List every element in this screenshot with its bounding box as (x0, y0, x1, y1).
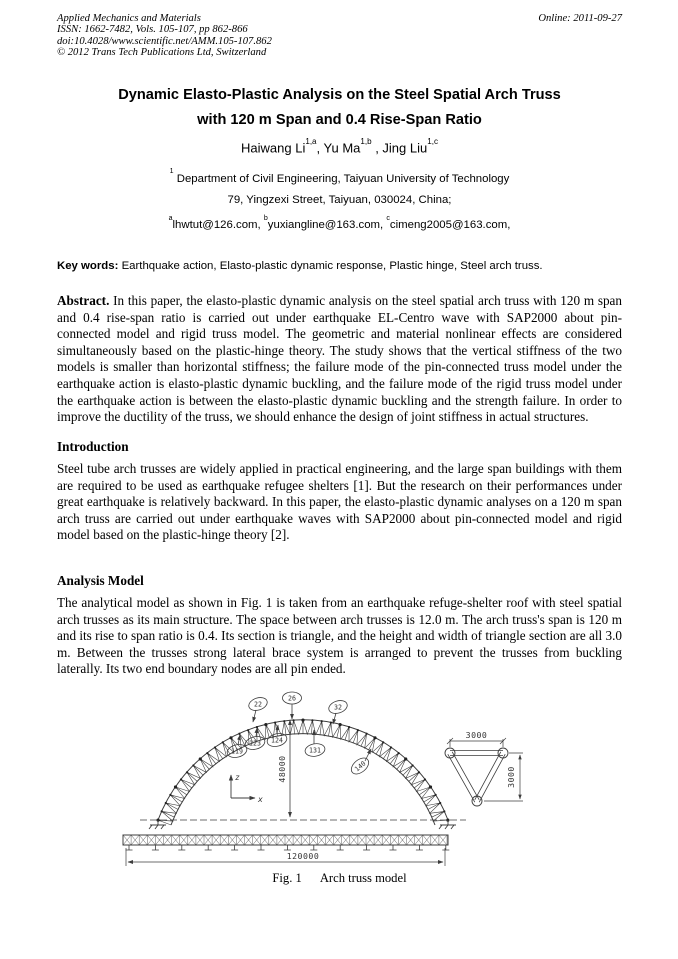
email-text: yuxiangline@163.com, (267, 219, 387, 232)
author-sep: , (371, 140, 383, 156)
abstract-paragraph (57, 293, 622, 426)
node-bubble-26 (283, 692, 302, 719)
arch-truss-figure (57, 691, 622, 869)
axis-z-label: z (235, 773, 240, 783)
author-name: Yu Ma (323, 140, 361, 156)
journal-header-left (57, 13, 272, 58)
title-block (57, 83, 622, 236)
section-heading-introduction: Introduction (57, 439, 129, 455)
rise-dimension-label: 48000 (277, 755, 287, 783)
section-height-dim-label: 3000 (506, 766, 516, 789)
section-chord-top-left (445, 748, 455, 758)
keywords-line (57, 260, 622, 272)
plan-view (123, 835, 449, 850)
issn-line: ISSN: 1662-7482, Vols. 105-107, pp 862-866 (57, 24, 248, 36)
node-bubble-22 (247, 696, 269, 723)
node-bubble-26-label: 26 (288, 694, 296, 703)
section-width-dim-label: 3000 (465, 730, 488, 741)
journal-name: Applied Mechanics and Materials (57, 13, 201, 24)
doi-line: doi:10.4028/www.scientific.net/AMM.105-107.862 (57, 35, 272, 47)
plan-support-ticks (126, 845, 450, 850)
paper-title-line1: Dynamic Elasto-Plastic Analysis on the Steel Spatial Arch Truss (118, 87, 561, 104)
email-sup: b (263, 215, 268, 223)
coordinate-axes (231, 773, 263, 804)
affiliation-dept (57, 165, 622, 190)
copyright-line: © 2012 Trans Tech Publications Ltd, Switzerland (57, 46, 267, 58)
node-bubble-32-label: 32 (334, 703, 342, 712)
figure-caption-text: Arch truss model (319, 871, 407, 886)
arch-inner-chord (171, 734, 435, 825)
section-body-introduction: Steel tube arch trusses are widely applied in practical engineering, and the large span buildings with them are required to be used as earthquake refugee shelters [1]. But the research on their performances under great earthquake is relatively backward. In this paper, the elasto-plastic dynamic analyses on a 120 m span arch truss are carried out under earthquake waves with SAP2000 about pin-connected model and rigid model based on the plastic-hinge theory [2]. (57, 461, 622, 543)
node-bubble-123-label: 123 (249, 739, 261, 748)
node-bubble-131-label: 131 (309, 746, 321, 755)
node-bubble-124-label: 124 (271, 736, 283, 745)
node-bubble-32 (327, 699, 349, 725)
author-sep: , (316, 140, 324, 156)
author-line (57, 136, 622, 156)
affiliation-address: 79, Yingzexi Street, Taiyuan, 030024, China; (227, 194, 452, 207)
journal-header (57, 13, 622, 58)
node-bubble-22-label: 22 (254, 700, 262, 709)
paper-title (57, 83, 622, 133)
email-text: lhwtut@126.com, (172, 219, 264, 232)
arch-web-lattice (158, 720, 448, 825)
node-bubble-140 (348, 749, 371, 777)
keywords-text: Earthquake action, Elasto-plastic dynamic response, Plastic hinge, Steel arch truss. (118, 260, 543, 273)
cross-section-detail (445, 730, 523, 806)
email-line (57, 211, 622, 236)
email-text: cimeng2005@163.com, (389, 219, 511, 232)
affiliation-dept-text: Department of Civil Engineering, Taiyuan University of Technology (173, 172, 510, 185)
email-sup: c (386, 215, 390, 223)
node-bubble-119-label: 119 (231, 747, 243, 756)
affiliation-block (57, 165, 622, 237)
section-chord-top-right (498, 748, 508, 758)
author-name: Haiwang Li (241, 140, 306, 156)
keywords-label: Key words: (57, 260, 119, 273)
figure-1 (57, 691, 622, 886)
author-sup: 1,a (305, 136, 317, 146)
author-sup: 1,c (427, 136, 438, 146)
author-name: Jing Liu (382, 140, 428, 156)
paper-title-line2: with 120 m Span and 0.4 Rise-Span Ratio (197, 112, 482, 129)
section-heading-analysis-model: Analysis Model (57, 573, 144, 589)
email-sup: a (168, 215, 173, 223)
node-bubble-140-label: 140 (353, 759, 368, 774)
author-sup: 1,b (360, 136, 372, 146)
affiliation-sup: 1 (169, 168, 174, 176)
span-dimension-label: 120000 (286, 851, 320, 862)
figure-caption-label: Fig. 1 (272, 871, 302, 886)
section-chord-bottom (472, 796, 482, 806)
span-dimension (126, 848, 445, 866)
online-date: Online: 2011-09-27 (538, 13, 622, 24)
axis-x-label: x (258, 795, 263, 805)
plan-lattice (123, 835, 447, 845)
abstract-label: Abstract. (57, 293, 110, 309)
figure-caption (57, 871, 622, 886)
section-body-analysis-model: The analytical model as shown in Fig. 1 is taken from an earthquake refuge-shelter roof with steel spatial arch trusses as its main structure. The space between arch trusses is 12.0 m. The arch truss's span is 120 m and its rise to span ratio is 0.4. Its section is triangle, and the height and width of triangle section are all 3.0 m. Between the trusses strong lateral brace system is arranged to prevent the trusses from buckling laterally. Its two end boundary nodes are all pin ended. (57, 595, 622, 677)
abstract-text: In this paper, the elasto-plastic dynamic analysis on the steel spatial arch truss with 120 m span and 0.4 rise-span ratio is carried out under earthquake EL-Centro wave with SAP2000 about pin-connected model and rigid truss model. The geometric and material nonlinear effects are considered simultaneously based on the plastic-hinge theory. The study shows that the vertical stiffness of the two models is smaller than horizontal stiffness; the failure mode of the pin-connected truss model under the earthquake action is elasto-plastic dynamic buckling, and the failure mode of the rigid truss model under the earthquake action is between the elasto-plastic dynamic buckling and the strength failure. In order to improve the ductility of the truss, we should enhance the design of joint stiffness in actual structures. (57, 293, 622, 425)
